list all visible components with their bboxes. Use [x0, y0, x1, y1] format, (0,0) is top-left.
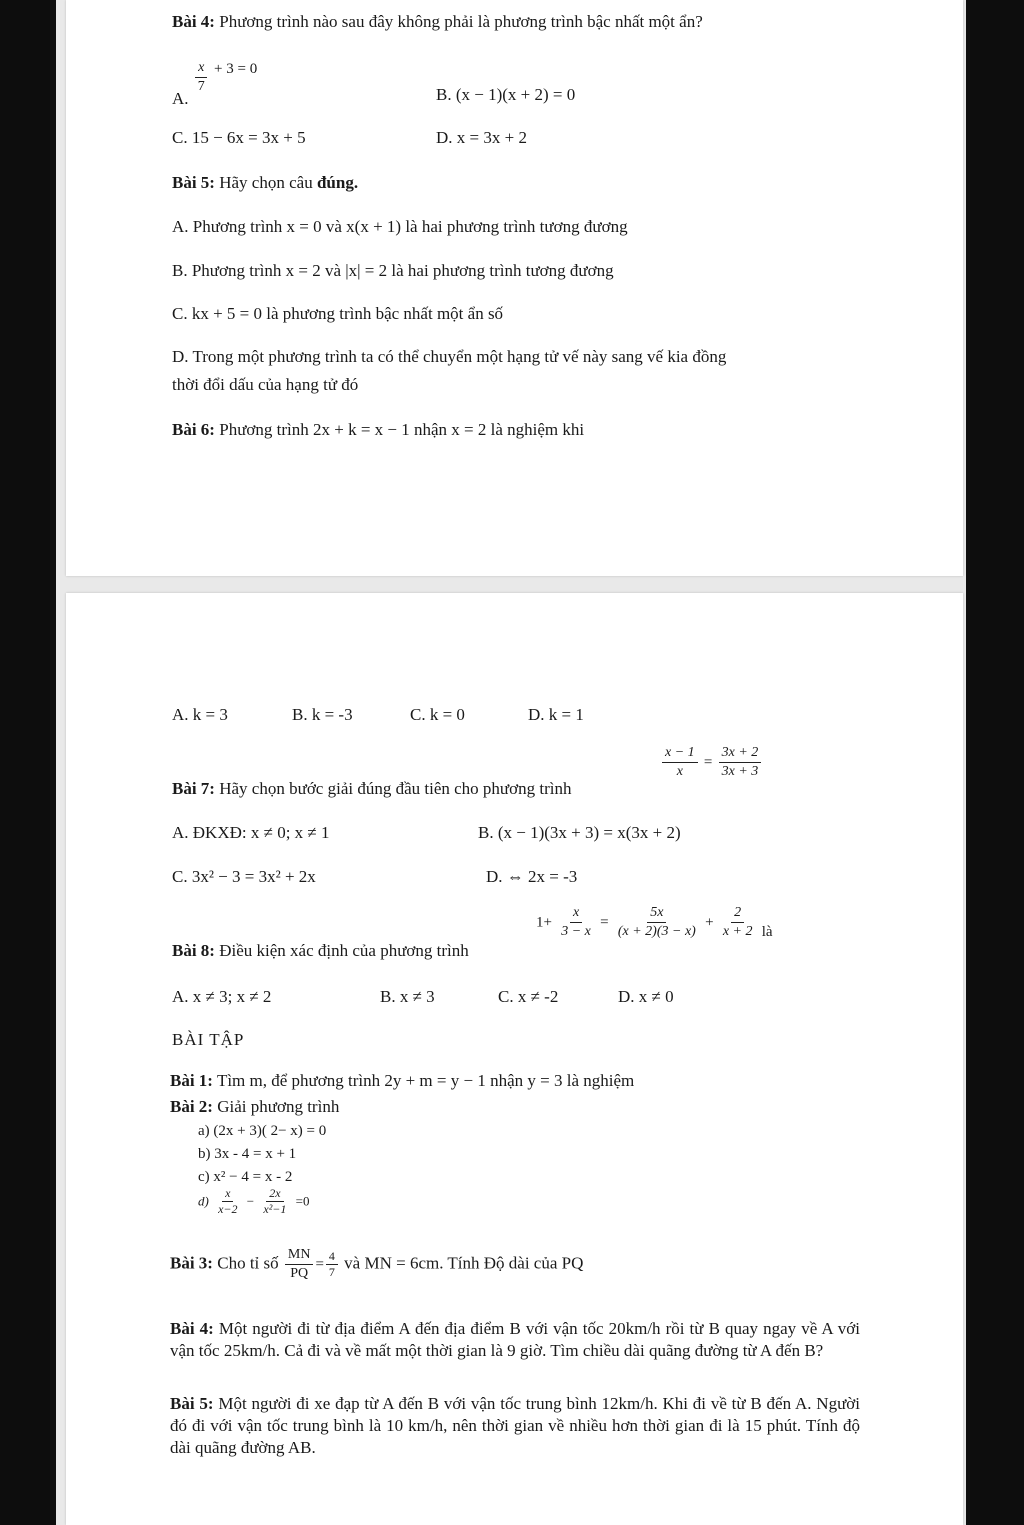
q6-question: Bài 6: Phương trình 2x + k = x − 1 nhận x = 2 là nghiệm khi [172, 420, 585, 439]
q6-option-b: B. k = -3 [292, 705, 353, 724]
exercise-5: Bài 5: Một người đi xe đạp từ A đến B với vận tốc trung bình 12km/h. Khi đi về từ B đến A. Người đó đi với vận tốc trung bình là 10 km/h, nên thời gian về nhiều hơn thời gian đi là 15 phút. Tính độ dài quãng đường AB. [170, 1394, 861, 1457]
q5-option-a: A. Phương trình x = 0 và x(x + 1) là hai phương trình tương đương [172, 217, 628, 236]
q4-option-d: D. x = 3x + 2 [436, 128, 527, 147]
q4-option-a: A. $\frac{x}{7}$ + 3 = 0 [172, 60, 258, 108]
q8-option-d: D. x ≠ 0 [618, 987, 674, 1006]
left-border [0, 0, 56, 1525]
exercise-2: Bài 2: Giải phương trình [170, 1097, 340, 1116]
exercise-3: Bài 3: Cho tỉ số $\frac{MN}{PQ}$ = $\frac{4}{7}$ và MN = 6cm. Tính Độ dài của PQ [170, 1247, 584, 1281]
exercises-heading: BÀI TẬP [172, 1030, 245, 1049]
q5-option-c: C. kx + 5 = 0 là phương trình bậc nhất một ẩn số [172, 304, 504, 323]
q8-option-a: A. x ≠ 3; x ≠ 2 [172, 987, 272, 1006]
q8-question: Bài 8: Điều kiện xác định của phương trình [172, 941, 469, 960]
document-page-1 [66, 0, 963, 576]
q6-option-a: A. k = 3 [172, 705, 228, 724]
q6-option-d: D. k = 1 [528, 705, 584, 724]
q5-option-d-line1: D. Trong một phương trình ta có thể chuyển một hạng tử vế này sang vế kia đồng [172, 347, 727, 366]
q4-question: Bài 4: Phương trình nào sau đây không phải là phương trình bậc nhất một ẩn? [172, 12, 703, 31]
exercise-4: Bài 4: Một người đi từ địa điểm A đến địa điểm B với vận tốc 20km/h rồi từ B quay ngay về A với vận tốc 25km/h. Cả đi và về mất một thời gian là 9 giờ. Tìm chiều dài quãng đường từ A đến B? [170, 1319, 860, 1360]
q7-option-b: B. (x − 1)(3x + 3) = x(3x + 2) [478, 823, 681, 842]
q7-option-c: C. 3x² − 3 = 3x² + 2x [172, 867, 316, 886]
q4-option-c: C. 15 − 6x = 3x + 5 [172, 128, 306, 147]
q7-option-a: A. ĐKXĐ: x ≠ 0; x ≠ 1 [172, 823, 330, 842]
q8-fraction-2: $\frac{5x}{(x + 2)(3 - x)}$ [617, 905, 696, 939]
document-page-2 [66, 593, 963, 1525]
q8-equation: 1+ $\frac{x}{3 - x}$ = $\frac{5x}{(x + 2)(3 - x)}$ + $\frac{2}{x + 2}$ là [536, 905, 773, 941]
right-border [966, 0, 1024, 1525]
q4-option-b: B. (x − 1)(x + 2) = 0 [436, 85, 576, 104]
exercise-1: Bài 1: Tìm m, để phương trình 2y + m = y − 1 nhận y = 3 là nghiệm [170, 1071, 635, 1090]
q5-option-b: B. Phương trình x = 2 và |x| = 2 là hai phương trình tương đương [172, 261, 614, 280]
exercise-2-b: b) 3x - 4 = x + 1 [198, 1146, 297, 1162]
q7-fraction-left: $\frac{x - 1}{x}$ [662, 745, 698, 780]
q6-option-c: C. k = 0 [410, 705, 465, 724]
q8-fraction-1: $\frac{x}{3 - x}$ [561, 905, 591, 939]
exercise-2-d: d) $\frac{x}{x-2}$ − $\frac{2x}{\text{x²−1}}$ =0 [198, 1186, 310, 1216]
q8-option-b: B. x ≠ 3 [380, 987, 435, 1006]
q7-equation: $\frac{x - 1}{x}$ = $\frac{3x + 2}{3x + 3}$ [660, 745, 763, 793]
q7-fraction-right: $\frac{3x + 2}{3x + 3}$ [719, 745, 762, 780]
q8-option-c: C. x ≠ -2 [498, 987, 559, 1006]
exercise-2-a: a) (2x + 3)( 2− x) = 0 [198, 1123, 327, 1139]
exercise-2-c: c) x² − 4 = x - 2 [198, 1169, 293, 1185]
q5-question: Bài 5: Hãy chọn câu đúng. [172, 173, 359, 192]
q8-fraction-3: $\frac{2}{x + 2}$ [722, 905, 753, 939]
q7-option-d: D. ⇔ 2x = -3 [486, 867, 578, 886]
q7-question: Bài 7: Hãy chọn bước giải đúng đầu tiên cho phương trình [172, 779, 572, 798]
q5-option-d-line2: thời đổi dấu của hạng tử đó [172, 375, 359, 394]
